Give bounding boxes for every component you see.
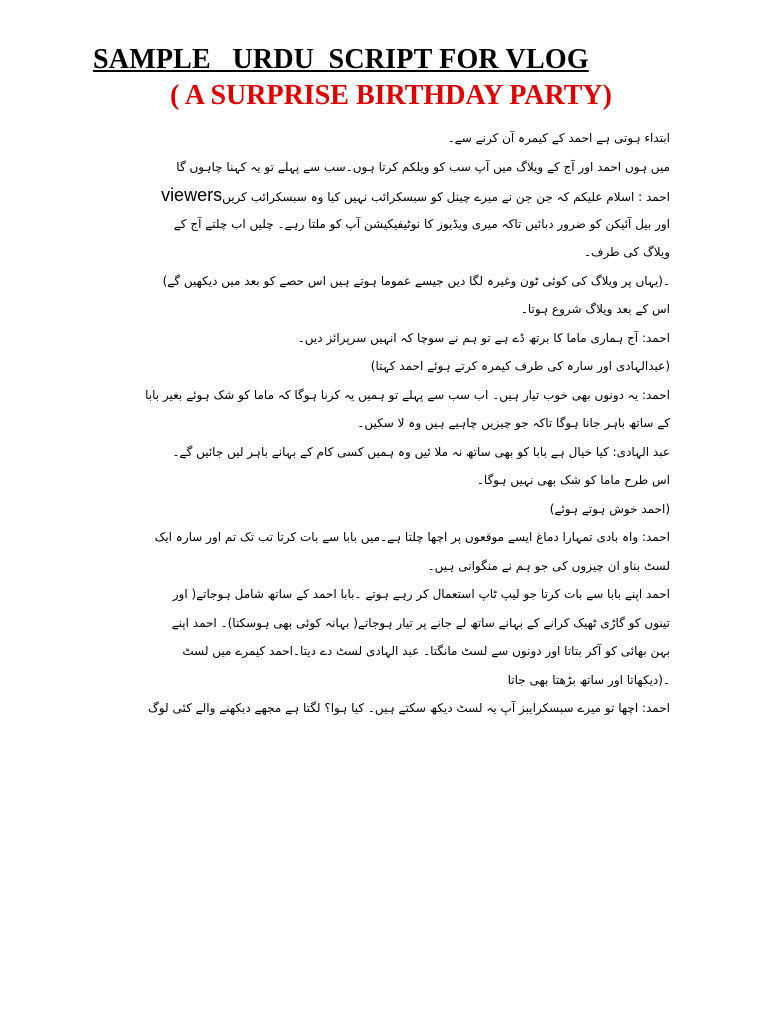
document-subtitle: ( A SURPRISE BIRTHDAY PARTY) — [170, 80, 612, 111]
script-line: ۔(یہاں پر ویلاگ کی کوئی ٹون وغیرہ لگا دیں جیسے عموما ہوتے ہیں اس حصے کو بعد میں دیکھیں گے) — [162, 273, 670, 288]
script-line: احمد: آج ہماری ماما کا برتھ ڈے ہے تو ہم نے سوچا کہ انہیں سرپرائز دیں۔ — [297, 330, 670, 345]
script-line: ویلاگ کی طرف۔ — [583, 245, 670, 259]
script-line: احمد اپنے بابا سے بات کرتا جو لیپ ٹاپ استعمال کر رہے ہوتے ۔بابا احمد کے ساتھ شامل ہوجاتے( اور — [172, 587, 670, 601]
script-line: ۔(دیکھاتا اور ساتھ بڑھتا بھی جاتا — [507, 672, 670, 687]
script-line: اور بیل آئیکن کو ضرور دبائیں تاکہ میری ویڈیوز کا نوٹیفیکیشن آپ کو ملتا رہے۔ چلیں اب چلتے آج کے — [173, 216, 670, 231]
script-line: (احمد خوش ہوتے ہوئے) — [549, 501, 670, 516]
script-line: تینوں کو گاڑی ٹھیک کرانے کے بہانے ساتھ لے جانے پر تیار ہوجاتے( بہانہ کوئی بھی ہوسکتا)۔ احمد اپنے — [171, 615, 670, 630]
script-line: اس کے بعد ویلاگ شروع ہوتا۔ — [520, 302, 670, 316]
script-line: احمد: یہ دونوں بھی خوب تیار ہیں۔ اب سب سے پہلے تو ہمیں یہ کرنا ہوگا کہ ماما کو شک ہوئے بغیر بابا — [145, 387, 670, 402]
script-line: عبد الہادی: کیا خیال ہے بابا کو بھی ساتھ نہ ملا ئیں وہ ہمیں کسی کام کے بہانے باہر لیں جائیں گے۔ — [172, 444, 670, 459]
script-line: احمد: اچھا تو میرے سبسکرایبز آپ یہ لسٹ دیکھ سکتے ہیں۔ کیا ہوا؟ لگتا ہے مجھے دیکھنے والے کئی لوگ — [148, 701, 670, 715]
script-line: لسٹ بناو ان چیزوں کی جو ہم نے منگوانی ہیں۔ — [427, 558, 670, 573]
script-line: کے ساتھ باہر جانا ہوگا تاکہ جو چیزیں چاہیے ہیں وہ لا سکیں۔ — [357, 416, 670, 430]
document-title: SAMPLE URDU SCRIPT FOR VLOG — [93, 44, 589, 75]
script-line: (عبدالہادی اور سارہ کی طرف کیمرہ کرتے ہوئے احمد کہتا) — [370, 359, 670, 373]
script-line: بہن بھائی کو آکر بتاتا اور دونوں سے لسٹ مانگتا۔ عبد الہادی لسٹ دے دیتا۔احمد کیمرے میں لسٹ — [182, 644, 670, 658]
script-line: ابتداء ہوتی ہے احمد کے کیمرہ آن کرنے سے۔ — [447, 131, 670, 145]
inline-latin-word: viewers — [161, 185, 223, 205]
script-line-text: احمد : اسلام علیکم کہ جن جن نے میرے چینل کو سبسکرائب نہیں کیا وہ سبسکرائب کریں — [222, 190, 670, 204]
script-line — [96, 181, 670, 210]
script-line: احمد: واہ بادی تمہارا دماغ ایسے موقعوں پر اچھا چلتا ہے۔میں بابا سے بات کرتا تب تک تم اور سارہ ایک — [154, 530, 670, 544]
script-line: اس طرح ماما کو شک بھی نہیں ہوگا۔ — [476, 473, 670, 487]
script-line: میں ہوں احمد اور آج کے ویلاگ میں آپ سب کو ویلکم کرتا ہوں۔سب سے پہلے تو یہ کہنا چاہوں گا — [176, 159, 670, 174]
script-body — [96, 124, 670, 723]
